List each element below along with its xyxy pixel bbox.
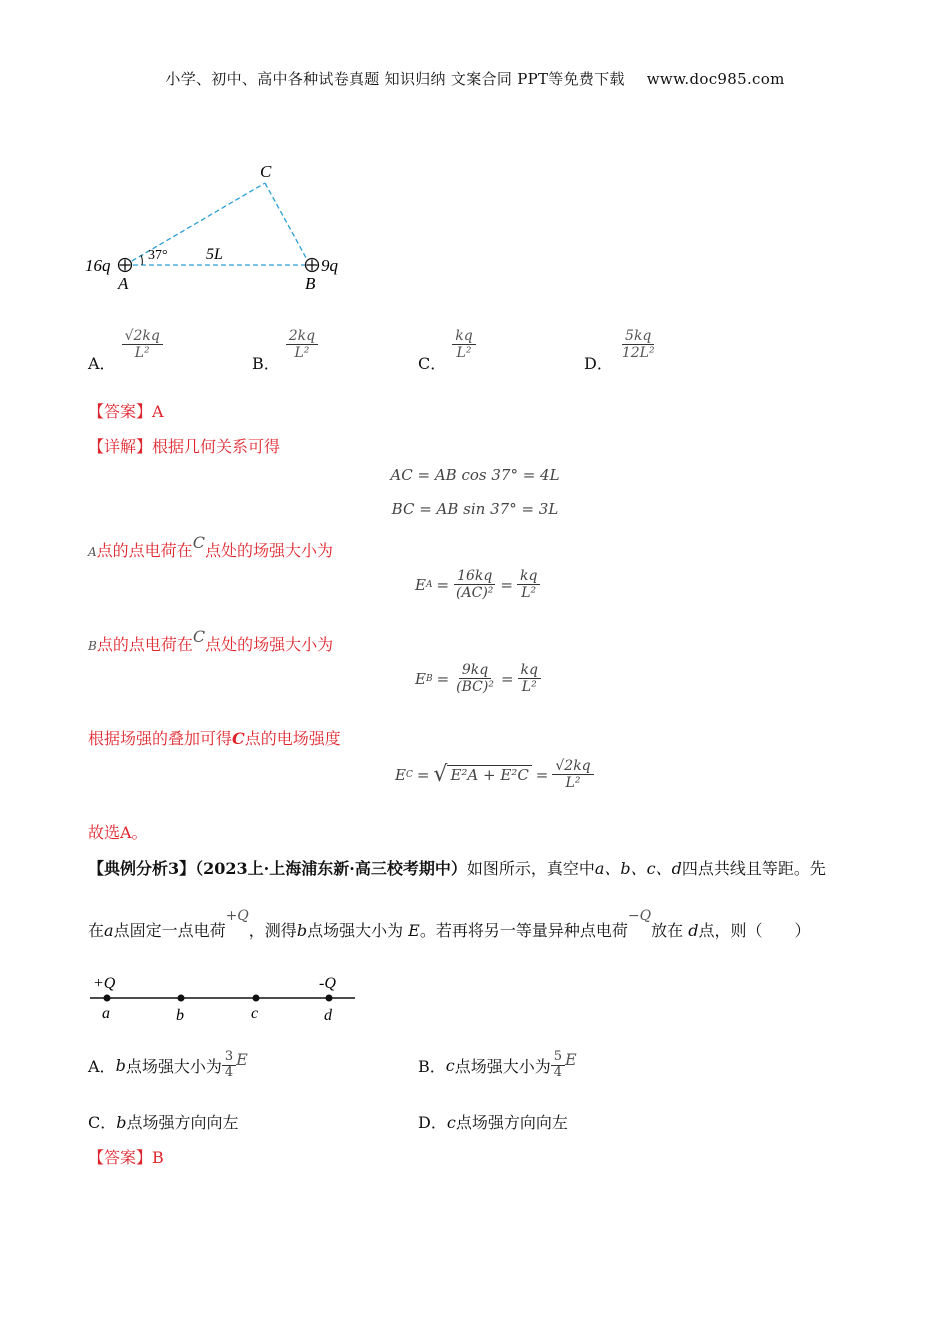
detail-intro: 【详解】根据几何关系可得 — [88, 437, 281, 456]
example-3-stem-line2: 在a点固定一点电荷+Q，测得b点场强大小为 E。若再将另一等量异种点电荷−Q放在 d点，则（ ） — [88, 908, 811, 940]
option-c[interactable]: C． $\frac{kq}{\text{L²}}$ — [418, 315, 476, 374]
option2-a[interactable]: A． b 点场强大小为 $\frac{3}{4}$ E — [88, 1049, 248, 1080]
header-url[interactable]: www.doc985.com — [646, 70, 785, 88]
detail-line-a: A点的点电荷在C点处的场强大小为 — [88, 533, 333, 560]
option-b-fraction: $\frac{2kq}{\text{L²}}$ — [286, 328, 318, 361]
point-d — [326, 995, 333, 1002]
charge-pos-label: +Q — [93, 975, 116, 992]
charge-a-value: 16q — [85, 256, 111, 275]
option-b[interactable]: B． $\frac{2kq}{\text{L²}}$ — [252, 315, 318, 374]
equation-ea: E A = $\frac{16kq}{\text{(AC)²}}$ = $\frac{kq}{\text{L²}}$ — [415, 568, 540, 601]
answer-2: 【答案】B — [88, 1148, 164, 1167]
triangle-figure — [80, 155, 370, 295]
equation-bc: BC = AB sin 37° = 3L — [391, 500, 559, 518]
equation-eb: E B = $\frac{9kq}{\text{(BC)²}}$ = $\frac{kq}{\text{L²}}$ — [415, 662, 541, 695]
label-point-d: d — [324, 1007, 332, 1024]
option2-b[interactable]: B． c 点场强大小为 $\frac{5}{4}$ E — [418, 1049, 577, 1080]
point-b — [178, 995, 185, 1002]
option-d-fraction: $\frac{5kq}{\text{12L²}}$ — [621, 327, 655, 361]
label-c: C — [260, 162, 272, 181]
charge-neg-label: -Q — [319, 975, 336, 992]
option2-c[interactable]: C．b点场强方向向左 — [88, 1113, 239, 1132]
detail-line-c: 根据场强的叠加可得C点的电场强度 — [88, 729, 341, 748]
detail-conclusion: 故选A。 — [88, 823, 148, 842]
point-a — [104, 995, 111, 1002]
length-label: 5L — [206, 246, 223, 263]
option-c-fraction: $\frac{kq}{\text{L²}}$ — [452, 328, 475, 361]
line-ac — [125, 183, 265, 265]
detail-line-b: B点的点电荷在C点处的场强大小为 — [88, 627, 334, 654]
equation-ec: E C = √ E²A + E²C = $\frac{√2kq}{\text{L²}}$ — [395, 758, 594, 791]
page-header — [0, 68, 950, 89]
header-text: 小学、初中、高中各种试卷真题 知识归纳 文案合同 PPT等免费下载 — [165, 70, 625, 88]
label-b: B — [305, 274, 316, 293]
label-point-c: c — [251, 1005, 259, 1022]
option-d[interactable]: D． $\frac{5kq}{\text{12L²}}$ — [584, 315, 658, 374]
option2-d[interactable]: D．c点场强方向向左 — [418, 1113, 568, 1132]
example-3-stem-line1: 【典例分析3】（2023上·上海浦东新·高三校考期中）如图所示，真空中a、b、c、d四点共线且等距。先 — [88, 859, 826, 878]
option-a[interactable]: A． $\frac{√2kq}{\text{L²}}$ — [88, 315, 163, 374]
angle-label: 37° — [148, 248, 168, 263]
label-point-a: a — [102, 1005, 110, 1022]
angle-arc — [141, 255, 142, 265]
line-bc — [265, 183, 310, 265]
collinear-points-figure — [85, 968, 365, 1028]
point-c — [253, 995, 260, 1002]
charge-b-value: 9q — [321, 256, 338, 275]
equation-ac: AC = AB cos 37° = 4L — [390, 466, 560, 484]
option-a-fraction: $\frac{√2kq}{\text{L²}}$ — [122, 328, 163, 361]
answer-1: 【答案】A — [88, 402, 164, 421]
label-point-b: b — [176, 1007, 184, 1024]
label-a: A — [118, 274, 129, 293]
